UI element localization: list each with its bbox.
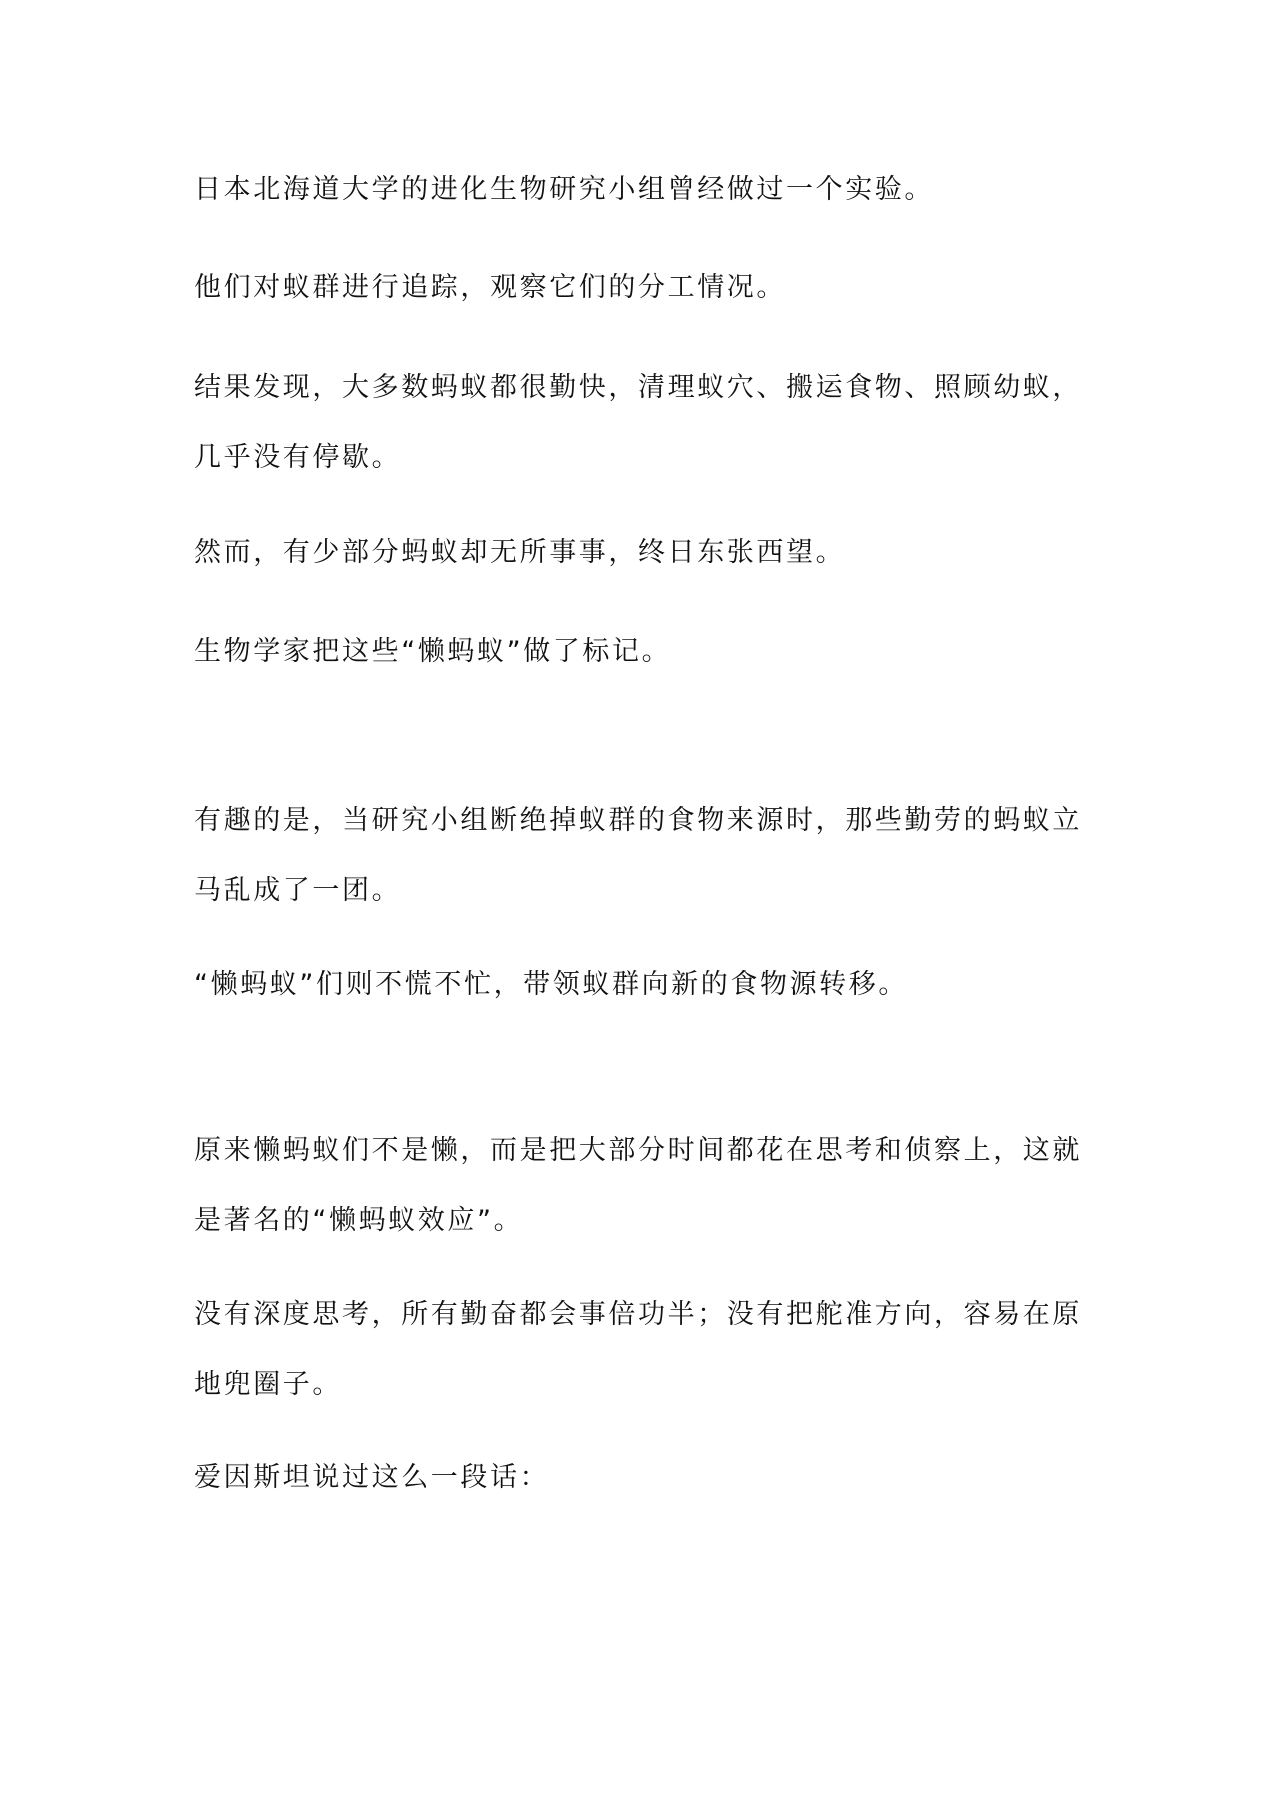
text-line: 然而，有少部分蚂蚁却无所事事，终日东张西望。 bbox=[194, 537, 846, 568]
text-line: 结果发现，大多数蚂蚁都很勤快，清理蚁穴、搬运食物、照顾幼蚁， bbox=[194, 372, 1082, 403]
paragraph-experiment-intro bbox=[194, 155, 1094, 225]
paragraph-food-cutoff bbox=[194, 786, 1094, 926]
paragraph-tracking bbox=[194, 253, 1094, 323]
text-line: 有趣的是，当研究小组断绝掉蚁群的食物来源时，那些勤劳的蚂蚁立 bbox=[194, 805, 1082, 836]
text-line: 生物学家把这些“懒蚂蚁”做了标记。 bbox=[194, 636, 672, 667]
paragraph-marking bbox=[194, 617, 1094, 687]
paragraph-idle-ants bbox=[194, 518, 1094, 588]
paragraph-lazy-ants-lead bbox=[194, 950, 1094, 1020]
text-line: 爱因斯坦说过这么一段话： bbox=[194, 1462, 550, 1493]
paragraph-einstein-quote-intro bbox=[194, 1443, 1094, 1513]
paragraph-results bbox=[194, 353, 1094, 493]
text-line: 几乎没有停歇。 bbox=[194, 442, 402, 473]
text-line: 没有深度思考，所有勤奋都会事倍功半；没有把舵准方向，容易在原 bbox=[194, 1299, 1082, 1330]
text-line: 原来懒蚂蚁们不是懒，而是把大部分时间都花在思考和侦察上，这就 bbox=[194, 1135, 1082, 1166]
paragraph-deep-thinking bbox=[194, 1280, 1094, 1420]
text-line: 马乱成了一团。 bbox=[194, 875, 402, 906]
text-line: 他们对蚁群进行追踪，观察它们的分工情况。 bbox=[194, 272, 786, 303]
text-line: “懒蚂蚁”们则不慌不忙，带领蚁群向新的食物源转移。 bbox=[194, 969, 908, 1000]
text-line: 日本北海道大学的进化生物研究小组曾经做过一个实验。 bbox=[194, 174, 934, 205]
paragraph-lazy-ant-effect bbox=[194, 1116, 1094, 1256]
text-line: 地兜圈子。 bbox=[194, 1369, 342, 1400]
text-line: 是著名的“懒蚂蚁效应”。 bbox=[194, 1205, 524, 1236]
